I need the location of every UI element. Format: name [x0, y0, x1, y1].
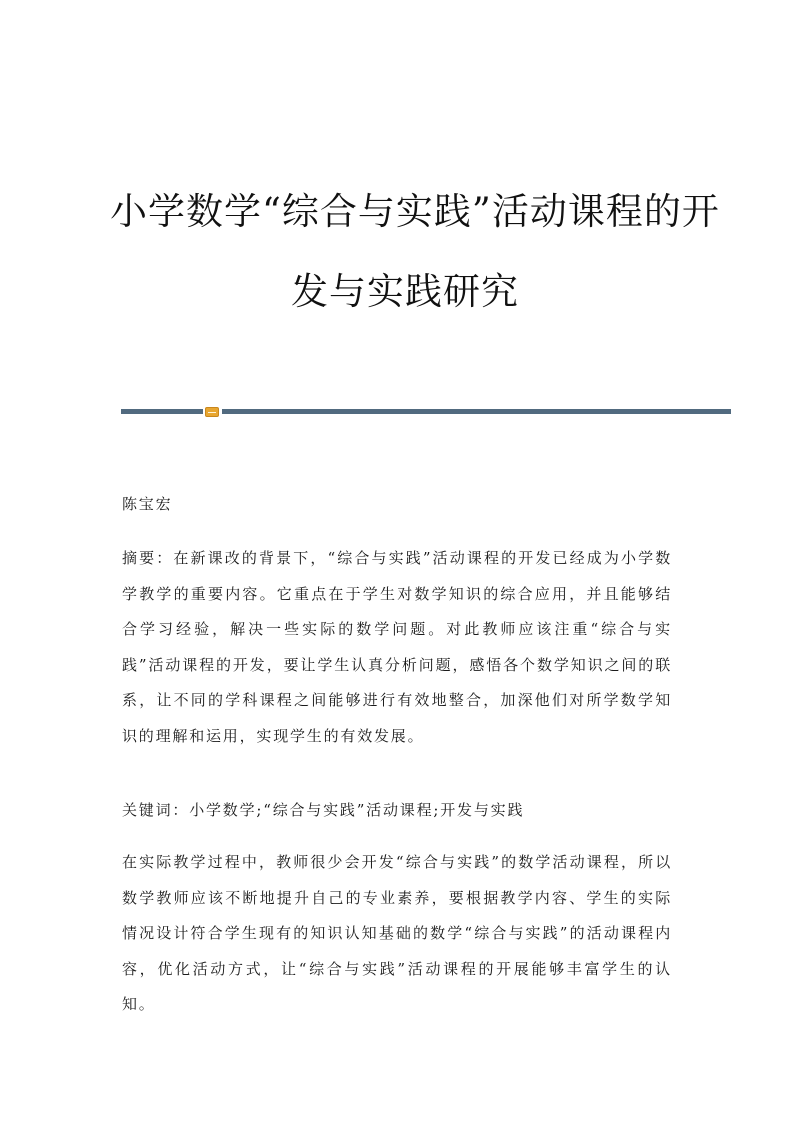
divider-badge-icon [205, 407, 219, 417]
abstract-paragraph: 摘要：在新课改的背景下，“综合与实践”活动课程的开发已经成为小学数学教学的重要内容。它重点在于学生对数学知识的综合应用，并且能够结合学习经验，解决一些实际的数学问题。对此教师应该注重“综合与实践”活动课程的开发，要让学生认真分析问题，感悟各个数学知识之间的联系，让不同的学科课程之间能够进行有效地整合，加深他们对所学数学知识的理解和运用，实现学生的有效发展。 [122, 549, 672, 745]
document-title-line-1: 小学数学“综合与实践”活动课程的开 [110, 190, 720, 233]
title-divider [121, 407, 731, 417]
divider-bar-left [121, 409, 203, 414]
body-paragraph: 在实际教学过程中，教师很少会开发“综合与实践”的数学活动课程，所以数学教师应该不断地提升自己的专业素养，要根据教学内容、学生的实际情况设计符合学生现有的知识认知基础的数学“综合与实践”的活动课程内容，优化活动方式，让“综合与实践”活动课程的开展能够丰富学生的认知。 [122, 853, 672, 1013]
divider-bar-right [222, 409, 731, 414]
keywords-line: 关键词：小学数学;“综合与实践”活动课程;开发与实践 [122, 801, 525, 819]
author-name: 陈宝宏 [122, 495, 173, 513]
document-title-line-2: 发与实践研究 [291, 270, 519, 313]
